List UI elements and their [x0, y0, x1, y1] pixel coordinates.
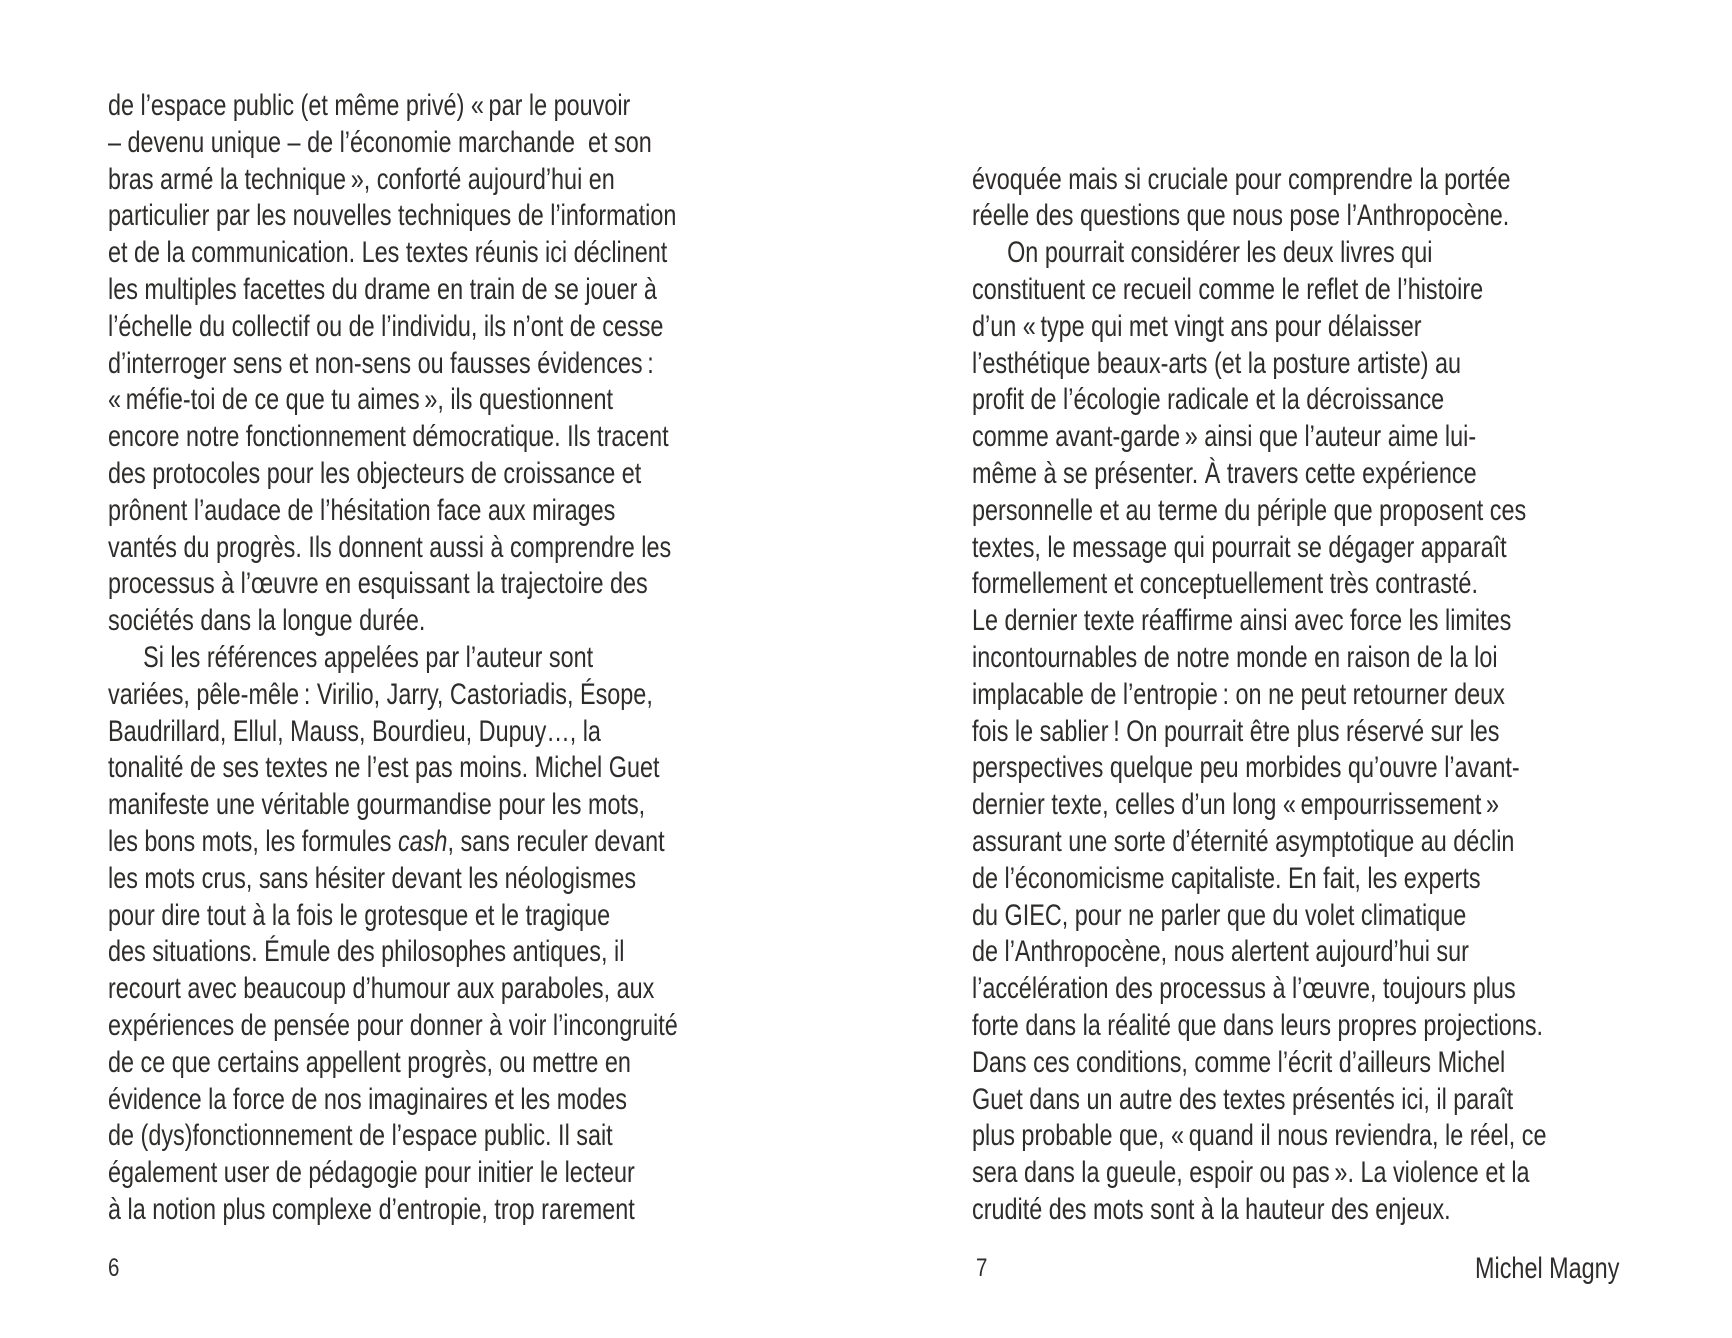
text-line — [972, 971, 1619, 1008]
text-segment: crudité des mots sont à la hauteur des enjeux. — [972, 1192, 1451, 1226]
text-line — [972, 1008, 1619, 1045]
text-segment: et de la communication. Les textes réunis ici déclinent — [108, 236, 668, 270]
text-line — [108, 1192, 755, 1229]
text-line — [972, 714, 1619, 751]
right-page — [866, 0, 1732, 1338]
text-line — [108, 934, 755, 971]
text-segment: l’accélération des processus à l’œuvre, toujours plus — [972, 972, 1516, 1006]
text-segment: l’esthétique beaux-arts (et la posture artiste) au — [972, 346, 1462, 380]
text-segment: particulier par les nouvelles techniques de l’information — [108, 199, 677, 233]
text-line — [108, 1155, 755, 1192]
text-segment: de l’économicisme capitaliste. En fait, les experts — [972, 861, 1481, 895]
text-line — [972, 603, 1619, 640]
text-line — [108, 677, 755, 714]
text-segment: « méfie-toi de ce que tu aimes », ils questionnent — [108, 383, 613, 417]
text-segment: d’un « type qui met vingt ans pour délaisser — [972, 309, 1422, 343]
text-segment: Dans ces conditions, comme l’écrit d’ailleurs Michel — [972, 1045, 1506, 1079]
text-segment: à la notion plus complexe d’entropie, trop rarement — [108, 1192, 635, 1226]
page-number-left: 6 — [108, 1254, 120, 1282]
text-line — [108, 88, 755, 125]
text-segment: profit de l’écologie radicale et la décroissance — [972, 383, 1445, 417]
text-segment: Si les références appelées par l’auteur sont — [108, 640, 594, 674]
text-line — [108, 750, 755, 787]
text-segment: fois le sablier ! On pourrait être plus réservé sur les — [972, 714, 1500, 748]
author-signature: Michel Magny — [1475, 1251, 1620, 1285]
text-line — [972, 198, 1619, 235]
text-line — [108, 971, 755, 1008]
text-segment: plus probable que, « quand il nous reviendra, le réel, ce — [972, 1119, 1547, 1153]
text-line — [972, 1082, 1619, 1119]
text-line — [108, 824, 755, 861]
text-segment: évidence la force de nos imaginaires et les modes — [108, 1082, 627, 1116]
text-line — [108, 530, 755, 567]
text-line — [972, 456, 1619, 493]
text-line — [972, 934, 1619, 971]
text-line — [108, 1045, 755, 1082]
text-segment: prônent l’audace de l’hésitation face aux mirages — [108, 493, 616, 527]
text-line — [972, 235, 1619, 272]
text-line — [972, 824, 1619, 861]
text-segment: , sans reculer devant — [447, 824, 665, 858]
text-line — [972, 861, 1619, 898]
text-line — [972, 1155, 1619, 1192]
text-segment: les multiples facettes du drame en train de se jouer à — [108, 272, 657, 306]
text-segment: personnelle et au terme du périple que proposent ces — [972, 493, 1527, 527]
text-line — [108, 566, 755, 603]
text-line — [972, 382, 1619, 419]
text-segment: incontournables de notre monde en raison de la loi — [972, 640, 1498, 674]
text-segment: les mots crus, sans hésiter devant les néologismes — [108, 861, 637, 895]
text-line — [972, 566, 1619, 603]
text-line — [972, 346, 1619, 383]
text-segment: dernier texte, celles d’un long « empourrissement » — [972, 788, 1500, 822]
text-segment: bras armé la technique », conforté aujourd’hui en — [108, 162, 615, 196]
text-segment: – devenu unique – de l’économie marchande et son — [108, 125, 652, 159]
text-line — [108, 1082, 755, 1119]
text-segment: perspectives quelque peu morbides qu’ouvre l’avant- — [972, 751, 1520, 785]
text-segment: Baudrillard, Ellul, Mauss, Bourdieu, Dupuy…, la — [108, 714, 601, 748]
text-line — [108, 456, 755, 493]
text-segment: également user de pédagogie pour initier le lecteur — [108, 1156, 635, 1190]
text-segment: formellement et conceptuellement très contrasté. — [972, 567, 1478, 601]
text-line — [108, 1008, 755, 1045]
text-segment: même à se présenter. À travers cette expérience — [972, 456, 1477, 490]
text-segment: On pourrait considérer les deux livres qui — [972, 236, 1433, 270]
text-segment: recourt avec beaucoup d’humour aux paraboles, aux — [108, 972, 655, 1006]
text-segment: évoquée mais si cruciale pour comprendre la portée — [972, 162, 1511, 196]
text-segment: expériences de pensée pour donner à voir l’incongruité — [108, 1008, 678, 1042]
text-line — [108, 493, 755, 530]
text-line — [108, 346, 755, 383]
right-page-text — [972, 88, 1619, 1288]
text-line — [972, 1045, 1619, 1082]
text-line — [108, 198, 755, 235]
text-line — [108, 603, 755, 640]
text-segment: d’interroger sens et non-sens ou fausses évidences : — [108, 346, 654, 380]
text-segment: variées, pêle-mêle : Virilio, Jarry, Castoriadis, Ésope, — [108, 677, 653, 711]
text-segment: des protocoles pour les objecteurs de croissance et — [108, 456, 642, 490]
text-line — [108, 125, 755, 162]
text-line — [972, 750, 1619, 787]
text-segment: tonalité de ses textes ne l’est pas moins. Michel Guet — [108, 751, 660, 785]
text-line — [972, 1192, 1619, 1229]
text-segment: l’échelle du collectif ou de l’individu, ils n’ont de cesse — [108, 309, 664, 343]
text-line — [108, 309, 755, 346]
text-segment: Le dernier texte réaffirme ainsi avec force les limites — [972, 604, 1512, 638]
text-line — [108, 419, 755, 456]
italic-text: cash — [398, 824, 448, 858]
text-segment: des situations. Émule des philosophes antiques, il — [108, 935, 625, 969]
page-number-right: 7 — [976, 1254, 988, 1282]
text-segment: de l’Anthropocène, nous alertent aujourd’hui sur — [972, 935, 1469, 969]
text-segment: Guet dans un autre des textes présentés ici, il paraît — [972, 1082, 1514, 1116]
text-segment: forte dans la réalité que dans leurs propres projections. — [972, 1008, 1544, 1042]
text-line — [108, 714, 755, 751]
text-line — [972, 898, 1619, 935]
text-line — [972, 493, 1619, 530]
text-segment: processus à l’œuvre en esquissant la trajectoire des — [108, 567, 648, 601]
text-segment: vantés du progrès. Ils donnent aussi à comprendre les — [108, 530, 672, 564]
text-line — [108, 640, 755, 677]
text-segment: comme avant-garde » ainsi que l’auteur aime lui- — [972, 420, 1477, 454]
text-line — [108, 898, 755, 935]
text-segment: de (dys)fonctionnement de l’espace public. Il sait — [108, 1119, 613, 1153]
text-segment: sociétés dans la longue durée. — [108, 604, 426, 638]
text-segment: de ce que certains appellent progrès, ou mettre en — [108, 1045, 631, 1079]
text-line — [108, 382, 755, 419]
text-line — [972, 787, 1619, 824]
text-line — [108, 162, 755, 199]
text-line — [972, 162, 1619, 199]
text-segment: implacable de l’entropie : on ne peut retourner deux — [972, 677, 1505, 711]
text-segment: de l’espace public (et même privé) « par le pouvoir — [108, 89, 631, 122]
text-segment: manifeste une véritable gourmandise pour les mots, — [108, 788, 646, 822]
text-segment: réelle des questions que nous pose l’Anthropocène. — [972, 199, 1510, 233]
text-line — [972, 677, 1619, 714]
left-page-text — [108, 88, 755, 1229]
text-line — [108, 1118, 755, 1155]
text-segment: du GIEC, pour ne parler que du volet climatique — [972, 898, 1467, 932]
text-line — [972, 272, 1619, 309]
text-segment: encore notre fonctionnement démocratique. Ils tracent — [108, 420, 669, 454]
text-segment: assurant une sorte d’éternité asymptotique au déclin — [972, 824, 1515, 858]
text-line — [108, 787, 755, 824]
text-line — [108, 272, 755, 309]
text-line — [972, 640, 1619, 677]
text-segment: constituent ce recueil comme le reflet de l’histoire — [972, 272, 1484, 306]
text-segment: textes, le message qui pourrait se dégager apparaît — [972, 530, 1507, 564]
text-line — [972, 419, 1619, 456]
text-line — [108, 861, 755, 898]
text-line — [108, 235, 755, 272]
text-segment: sera dans la gueule, espoir ou pas ». La violence et la — [972, 1156, 1530, 1190]
text-segment: les bons mots, les formules — [108, 824, 399, 858]
text-line — [972, 1118, 1619, 1155]
text-line — [972, 309, 1619, 346]
text-segment: pour dire tout à la fois le grotesque et le tragique — [108, 898, 611, 932]
text-line — [972, 530, 1619, 567]
